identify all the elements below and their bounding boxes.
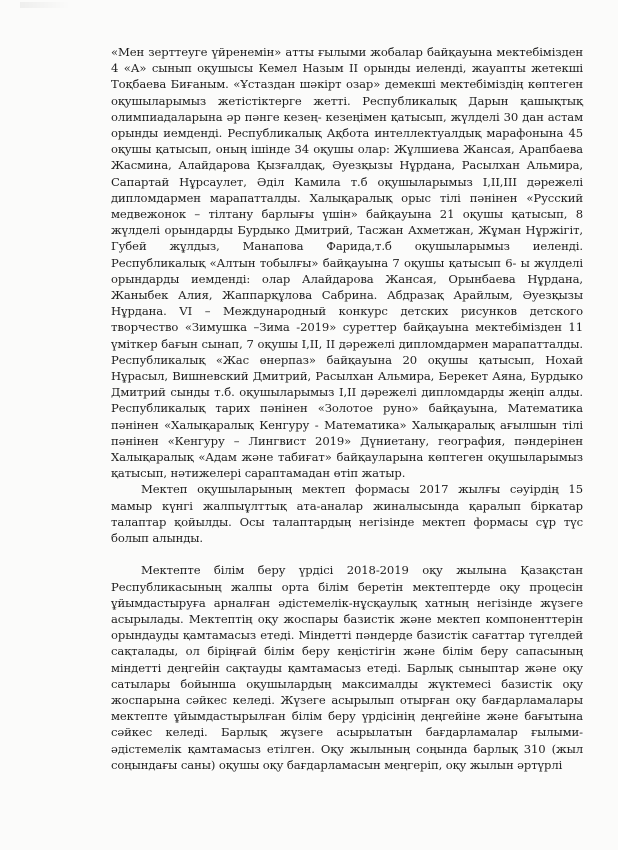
paragraph-competitions: «Мен зерттеуге үйренемін» атты ғылыми жобалар байқауына мектебімізден 4 «А» сынып оқушысы Кемел Назым II орынды иеленді, жауапты жетекші Тоқбаева Биғаным. «Ұстаздан шәкірт озар» демекші мектебіміздің көптеген оқушыларымыз жетістіктерге жетті. Республикалық Дарын қашықтық олимпиадаларына әр пәнге кезең- кезеңімен қатысып, жүлделі 30 дан астам орынды иемденді. Республикалық Ақбота интеллектуалдық марафонына 45 оқушы қатысып, оның ішінде 34 оқушы олар: Жұлшиева Жансая, Арапбаева Жасмина, Алайдарова Қызғалдақ, Әуезқызы Нұрдана, Расылхан Альмира, Сапартай Нұрсаулет, Әділ Камила т.б оқушыларымыз I,II,III дәрежелі дипломдармен марапатталды. Халықаралық орыс тілі пәнінен «Русский медвежонок – тілтану барлығы үшін» байқауына 21 оқушы қатысып, 8 жүлделі орындарды Бурдыко Дмитрий, Тасжан Ахметжан, Жұман Нұржігіт, Губей жұлдыз, Манапова Фарида,т.б оқушыларымыз иеленді. Республикалық «Алтын тобылғы» байқауына 7 оқушы қатысып 6- ы жүлделі орындарды иемденді: олар Алайдарова Жансая, Орынбаева Нұрдана, Жаныбек Алия, Жаппарқұлова Сабрина. Абдразақ Арайлым, Әуезқызы Нұрдана. VI – Международный конкурс детских рисунков детского творчество «Зимушка –Зима -2019» суреттер байқауына мектебімізден 11 үміткер бағын сынап, 7 оқушы I,II, II дәрежелі дипломдармен марапатталды. Республикалық «Жас өнерпаз» байқауына 20 оқушы қатысып, Нохай Нұрасыл, Вишневский Дмитрий, Расылхан Альмира, Берекет Аяна, Бурдыко Дмитрий сынды т.б. оқушыларымыз I,II дәрежелі дипломдарды жеңіп алды. Республикалық тарих пәнінен «Золотое руно» байқауына, Математика пәнінен «Халықаралық Кенгуру - Математика» Халықаралық ағылшын тілі пәнінен «Кенгуру – Лингвист 2019» Дүниетану, география, пәндерінен Халықаралық «Адам және табиғат» байқауларына көптеген оқушыларымыз қатысып, нәтижелері сараптамадан өтіп жатыр. [111,45,583,481]
paragraph-gap [111,546,583,562]
scan-artifact [20,2,70,8]
paragraph-school-uniform: Мектеп оқушыларының мектеп формасы 2017 жылғы сәуірдің 15 мамыр күнгі жалпыұлттық ата-аналар жиналысында қаралып біркатар талаптар қойылды. Осы талаптардың негізінде мектеп формасы сұр түс болып алынды. [111,482,583,546]
paragraph-education-process: Мектепте білім беру үрдісі 2018-2019 оқу жылына Қазақстан Республикасының жалпы орта білім беретін мектептерде оқу процесін ұйымдастыруға арналған әдістемелік-нұсқаулық хатның негізінде жүзеге асырылады. Мектептің оқу жоспары базистік және мектеп компоненттерін орындауды қамтамасыз етеді. Міндетті пәндерде базистік сағаттар түгелдей сақталады, ол біріңғай білім беру кеңістігін және білім беру сапасының міндетті деңгейін сақтауды қамтамасыз етеді. Барлық сыныптар және оқу сатылары бойынша оқушылардың максималды жүктемесі базистік оқу жоспарына сәйкес келеді. Жүзеге асырылып отырған оқу бағдарламалары мектепте ұйымдастырылған білім беру үрдісінің деңгейіне және бағытына сәйкес келеді. Барлық жүзеге асырылатын бағдарламалар ғылыми-әдістемелік қамтамасыз етілген. Оқу жылының соңында барлық 310 (жыл соңындағы саны) оқушы оқу бағдарламасын меңгеріп, оқу жылын әртүрлі [111,563,583,772]
document-body [111,44,583,773]
